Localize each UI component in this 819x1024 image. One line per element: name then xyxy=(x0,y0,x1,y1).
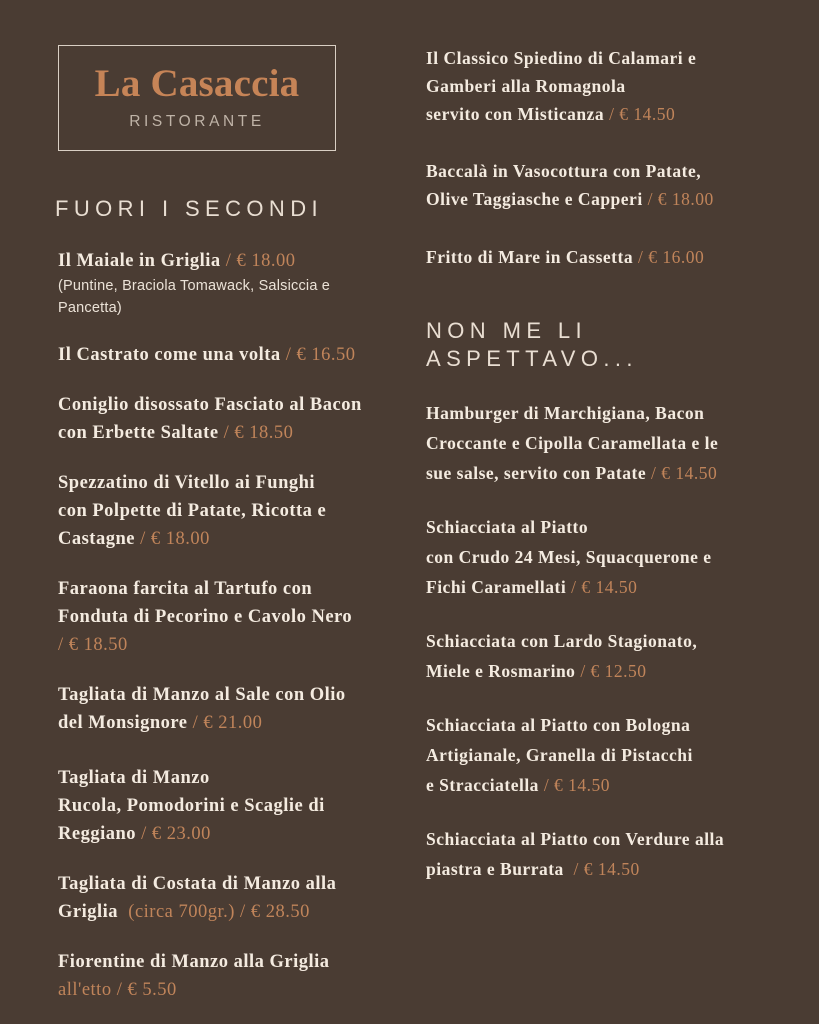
section-title-fuori-i-secondi: FUORI I SECONDI xyxy=(55,196,324,221)
item-name-line: Olive Taggiasche e Capperi xyxy=(426,189,643,209)
menu-item-spiedino xyxy=(426,44,696,128)
item-name-line: piastra e Burrata xyxy=(426,859,569,879)
menu-item-castrato xyxy=(58,341,356,369)
item-price: / € 18.50 xyxy=(218,423,294,443)
item-price: / € 16.50 xyxy=(280,345,356,365)
item-price: / € 14.50 xyxy=(568,859,640,879)
menu-item-schiacciata-crudo xyxy=(426,512,712,602)
restaurant-name: La Casaccia xyxy=(94,62,300,105)
item-price: / € 18.00 xyxy=(642,189,714,209)
item-name-line: Coniglio disossato Fasciato al Bacon xyxy=(58,395,362,415)
item-name-line: sue salse, servito con Patate xyxy=(426,463,647,483)
item-name-line: Tagliata di Manzo xyxy=(58,768,210,788)
menu-item-coniglio xyxy=(58,391,362,447)
item-note: (Puntine, Braciola Tomawack, Salsiccia e Pancetta) xyxy=(58,278,331,316)
item-price: / € 23.00 xyxy=(136,824,211,844)
item-name-line: Fichi Caramellati xyxy=(426,577,567,597)
item-name-line: servito con Misticanza xyxy=(426,104,610,124)
item-name-line: Rucola, Pomodorini e Scaglie di xyxy=(58,796,325,816)
item-price: / € 14.50 xyxy=(566,577,638,597)
item-name-line: Fiorentine di Manzo alla Griglia xyxy=(58,952,330,972)
item-name-line: Griglia xyxy=(58,902,119,922)
item-price: all'etto / € 5.50 xyxy=(58,980,177,1000)
menu-item-tagliata-sale xyxy=(58,681,346,737)
menu-item-faraona xyxy=(58,575,352,659)
menu-item-baccala xyxy=(426,157,714,213)
item-name: Il Maiale in Griglia xyxy=(58,251,221,271)
item-name-line: Hamburger di Marchigiana, Bacon xyxy=(426,403,705,423)
item-price: / € 14.50 xyxy=(646,463,718,483)
item-price: / € 18.00 xyxy=(220,251,296,271)
item-name-line: con Polpette di Patate, Ricotta e xyxy=(58,501,327,521)
item-name-line: Schiacciata al Piatto con Verdure alla xyxy=(426,829,725,849)
item-name-line: Reggiano xyxy=(58,824,136,844)
item-name-line: Castagne xyxy=(58,529,135,549)
item-name-line: Schiacciata al Piatto xyxy=(426,517,589,537)
menu-item-schiacciata-verdure xyxy=(426,824,724,884)
item-name-line: e Stracciatella xyxy=(426,775,539,795)
item-name-line: Baccalà in Vasocottura con Patate, xyxy=(426,161,702,181)
item-name-line: con Erbette Saltate xyxy=(58,423,219,443)
menu-item-schiacciata-bologna xyxy=(426,710,693,800)
item-price: / € 18.50 xyxy=(58,635,128,655)
menu-item-hamburger xyxy=(426,398,718,488)
item-price: / € 21.00 xyxy=(187,713,263,733)
section-title-line: ASPETTAVO... xyxy=(426,346,638,371)
item-price: (circa 700gr.) / € 28.50 xyxy=(118,902,310,922)
item-name-line: con Crudo 24 Mesi, Squacquerone e xyxy=(426,547,712,567)
menu-item-schiacciata-lardo xyxy=(426,626,697,686)
item-name-line: Artigianale, Granella di Pistacchi xyxy=(426,745,693,765)
item-price: / € 14.50 xyxy=(609,104,676,124)
item-name-line: Spezzatino di Vitello ai Funghi xyxy=(58,473,316,493)
item-name-line: del Monsignore xyxy=(58,713,188,733)
item-name-line: Fritto di Mare in Cassetta xyxy=(426,247,634,267)
menu-item-tagliata-rucola xyxy=(58,764,325,848)
restaurant-subtitle: RISTORANTE xyxy=(129,113,265,130)
item-price: / € 14.50 xyxy=(538,775,611,795)
menu-item-spezzatino xyxy=(58,469,326,553)
restaurant-logo xyxy=(58,45,336,151)
item-name-line: Schiacciata con Lardo Stagionato, xyxy=(426,631,698,651)
item-name-line: Gamberi alla Romagnola xyxy=(426,76,626,96)
item-name-line: Fonduta di Pecorino e Cavolo Nero xyxy=(58,607,353,627)
item-name-line: Croccante e Cipolla Caramellata e le xyxy=(426,433,719,453)
item-name-line: Tagliata di Manzo al Sale con Olio xyxy=(58,685,346,705)
item-name: Il Castrato come una volta xyxy=(58,345,281,365)
item-price: / € 18.00 xyxy=(134,529,210,549)
item-name-line: Faraona farcita al Tartufo con xyxy=(58,579,313,599)
item-name-line: Il Classico Spiedino di Calamari e xyxy=(426,48,697,68)
item-price: / € 12.50 xyxy=(575,661,647,681)
menu-item-maiale xyxy=(58,247,398,319)
item-price: / € 16.00 xyxy=(633,247,705,267)
menu-item-fiorentina xyxy=(58,948,330,1004)
menu-item-fritto xyxy=(426,243,704,271)
section-title-non-me-li-aspettavo xyxy=(426,317,638,373)
item-name-line: Schiacciata al Piatto con Bologna xyxy=(426,715,691,735)
section-title-line: NON ME LI xyxy=(426,318,588,343)
menu-item-costata xyxy=(58,870,336,926)
item-name-line: Tagliata di Costata di Manzo alla xyxy=(58,874,337,894)
item-name-line: Miele e Rosmarino xyxy=(426,661,576,681)
